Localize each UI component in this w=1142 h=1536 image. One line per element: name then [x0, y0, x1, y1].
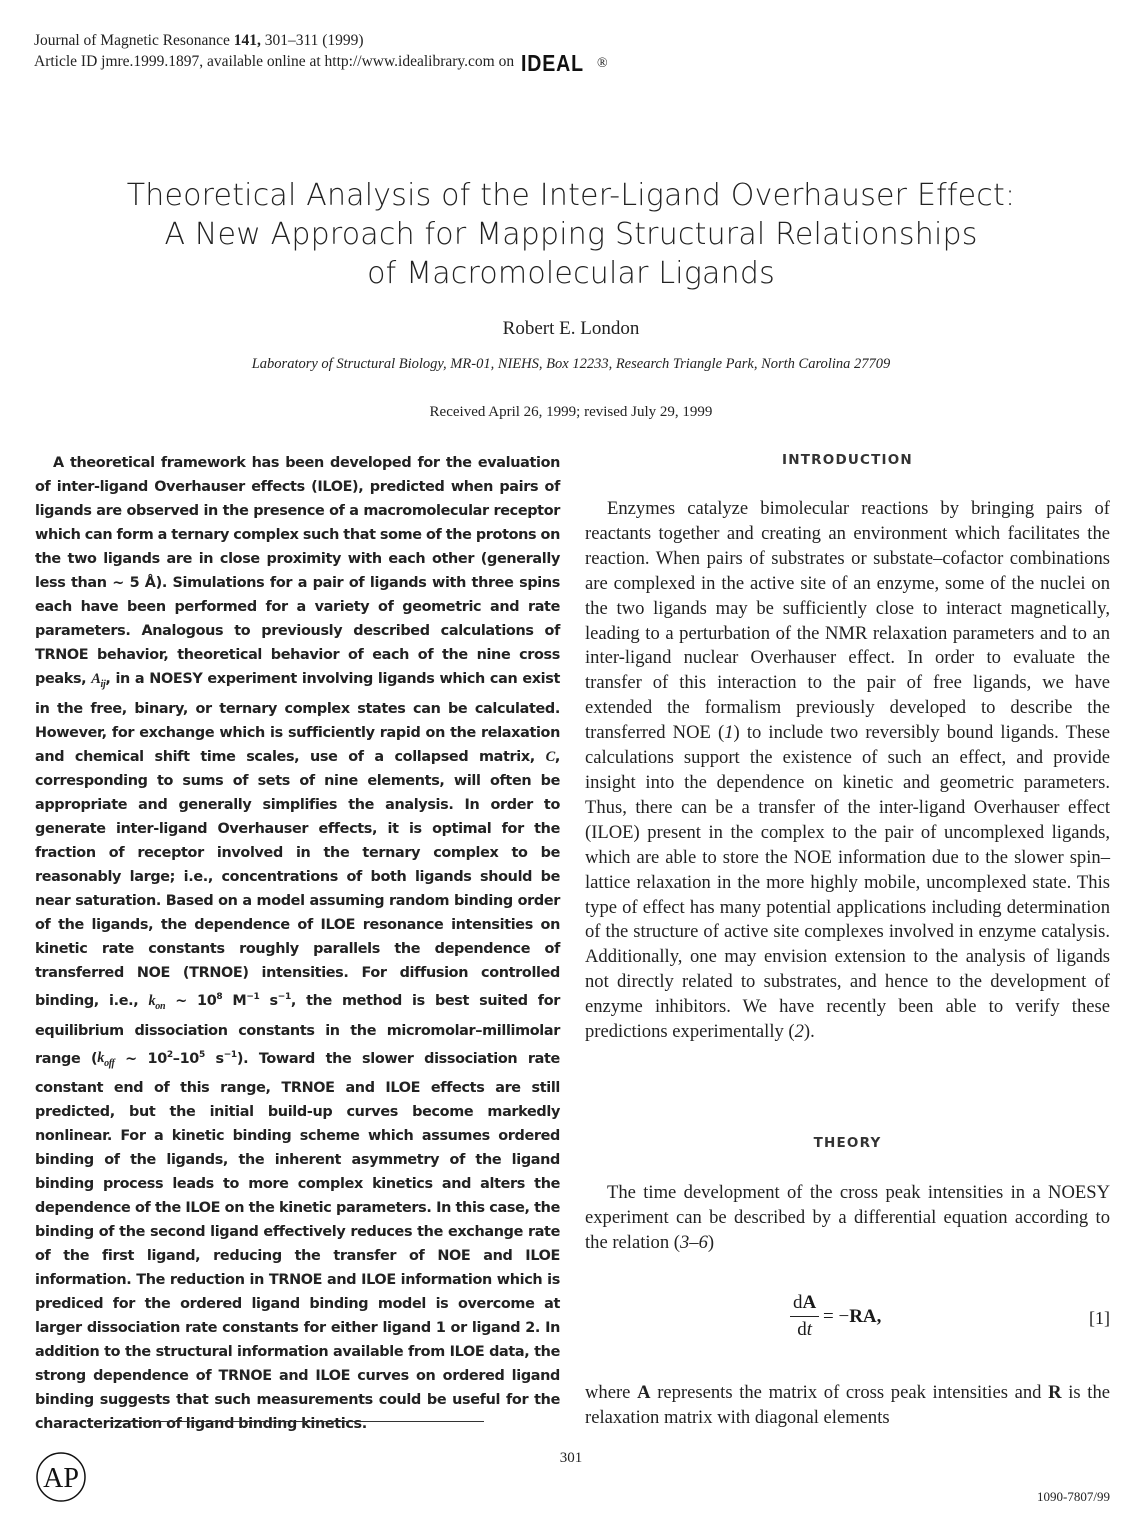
registered-mark: ® — [596, 56, 608, 71]
symbol-kon: $k_{on}$ — [148, 992, 166, 1012]
author: Robert E. London — [502, 318, 640, 339]
abstract-paragraph: A theoretical framework has been developed for the evaluation of inter-ligand Overhauser effects (ILOE), predicted when pairs of ligands are observed in the presence of a macromolecular receptor which can form a ternary complex such that some of the protons on the two ligands are in close proximity with each other (generally less than ~ 5 Å). Simulations for a pair of ligands with three spins each have been performed for a variety of geometric and rate parameters. Analogous to previously described calculations of TRNOE behavior, theoretical behavior of each of the nine cross peaks, $A_{ij}$, in a NOESY experiment involving ligands which can exist in the free, binary, or ternary complex states can be calculated. However, for exchange which is sufficiently rapid on the relaxation and chemical shift time scales, use of a collapsed matrix, C, corresponding to sums of sets of nine elements, will often be appropriate and generally simplifies the analysis. In order to generate inter-ligand Overhauser effects, it is optimal for the fraction of receptor involved in the ternary complex to be reasonably large; i.e., concentrations of both ligands should be near saturation. Based on a model assuming random binding order of the ligands, the dependence of ILOE resonance intensities on kinetic rate constants roughly parallels the dependence of transferred NOE (TRNOE) intensities. For diffusion controlled binding, i.e., $k_{on}$ ~ $10^8$ $M^{-1}$ $s^{-1}$, the method is best suited for equilibrium dissociation constants in the micromolar–millimolar range ($k_{off}$ ~ $10^2-10^5$ $s^{-1}$). Toward the slower dissociation rate constant end of this range, TRNOE and ILOE effects are still predicted, but the initial build-up curves become markedly nonlinear. For a kinetic binding scheme which assumes ordered binding of the ligands, the inherent asymmetry of the ligand binding process leads to more complex kinetics and alters the dependence of the ILOE on the kinetic parameters. In this case, the binding of the second ligand effectively reduces the exchange rate of the first ligand, reducing the transfer of NOE and ILOE information. The reduction in TRNOE and ILOE information which is prediced for the ordered ligand binding model is overcome at larger dissociation rate constants for either ligand 1 or ligand 2. In addition to the structural information available from ILOE data, the strong dependence of TRNOE and ILOE curves on ordered ligand binding suggests that such measurements could be useful for the characterization of ligand binding kinetics. — [35, 455, 561, 1433]
theory-paragraph: The time development of the cross peak intensities in a NOESY experiment can be described by a differential equation according to the relation (3–6) — [585, 1182, 1110, 1253]
section-heading-theory: THEORY — [813, 1135, 882, 1151]
title-line: of Macromolecular Ligands — [367, 256, 775, 291]
introduction-text — [585, 497, 1110, 1045]
citation-ref: 1 — [724, 722, 734, 744]
post-equation-text — [585, 1381, 1110, 1431]
journal-header — [34, 30, 608, 74]
introduction-paragraph: Enzymes catalyze bimolecular reactions by bringing pairs of reactants together and creating an environment which facilitates the reaction. When pairs of substrates or substate–cofactor combinations are complexed in the active site of an enzyme, some of the nuclei on the two ligands may be sufficiently close to interact magnetically, leading to a perturbation of the NMR relaxation parameters and to an inter-ligand nuclear Overhauser effect. In order to evaluate the transfer of this interaction to the pair of free ligands, we have extended the formalism previously developed to describe the transferred NOE (1) to include two reversibly bound ligands. These calculations support the existence of such an effect, and provide insight into the dependence on kinetic and geometric parameters. Thus, there can be a transfer of the inter-ligand Overhauser effect (ILOE) present in the complex to the pair of uncomplexed ligands, which are able to store the NOE information due to the slower spin–lattice relaxation in the more highly mobile, uncomplexed state. This type of effect has many potential applications including determination of the structure of active site complexes involved in enzyme catalysis. Additionally, one may envision extension to the analysis of ligands not directly related to substrates, and hence to the development of enzyme inhibitors. We have recently been able to verify these predictions experimentally (2). — [585, 498, 1110, 1043]
equation-1 — [585, 1292, 1110, 1348]
affiliation: Laboratory of Structural Biology, MR-01, NIEHS, Box 12233, Research Triangle Park, North Carolina 27709 — [251, 356, 891, 372]
page-number: 301 — [559, 1450, 583, 1466]
theory-text — [585, 1181, 1110, 1256]
citation-ref: 3–6 — [680, 1231, 708, 1253]
abstract — [35, 451, 560, 1436]
journal-volume: 141, — [233, 32, 261, 49]
equation-number: [1] — [1089, 1308, 1110, 1328]
ap-logo-text: AP — [43, 1463, 79, 1494]
symbol-aij: $A_{ij}$ — [91, 671, 106, 690]
symbol-koff: $k_{off}$ — [97, 1050, 115, 1070]
received-dates: Received April 26, 1999; revised July 29, 1999 — [429, 404, 713, 420]
title-line: A New Approach for Mapping Structural Relationships — [164, 217, 978, 252]
footnote-rule — [110, 1421, 484, 1422]
symbol-c: C — [545, 748, 555, 765]
section-heading-introduction: INTRODUCTION — [782, 452, 913, 468]
citation-ref: 2 — [794, 1021, 804, 1043]
equation-rhs: = −RA, — [823, 1306, 882, 1327]
academic-press-logo — [35, 1451, 87, 1508]
title-line: Theoretical Analysis of the Inter-Ligand Overhauser Effect: — [126, 178, 1016, 213]
paper-title — [60, 176, 1082, 293]
article-id-line: Article ID jmre.1999.1897, available online at http://www.idealibrary.com on IDEAL ® — [34, 50, 608, 76]
issn-code: 1090-7807/99 — [1037, 1489, 1110, 1504]
ideal-logo-text: IDEAL — [520, 50, 584, 76]
equation-fraction: $\frac{dA}{dt}$ — [790, 1292, 819, 1341]
post-equation-paragraph: where A represents the matrix of cross peak intensities and R is the relaxation matrix with diagonal elements — [585, 1382, 1110, 1428]
journal-citation: Journal of Magnetic Resonance 141, 301–311 (1999) — [34, 32, 364, 49]
ideal-logo — [520, 50, 608, 76]
